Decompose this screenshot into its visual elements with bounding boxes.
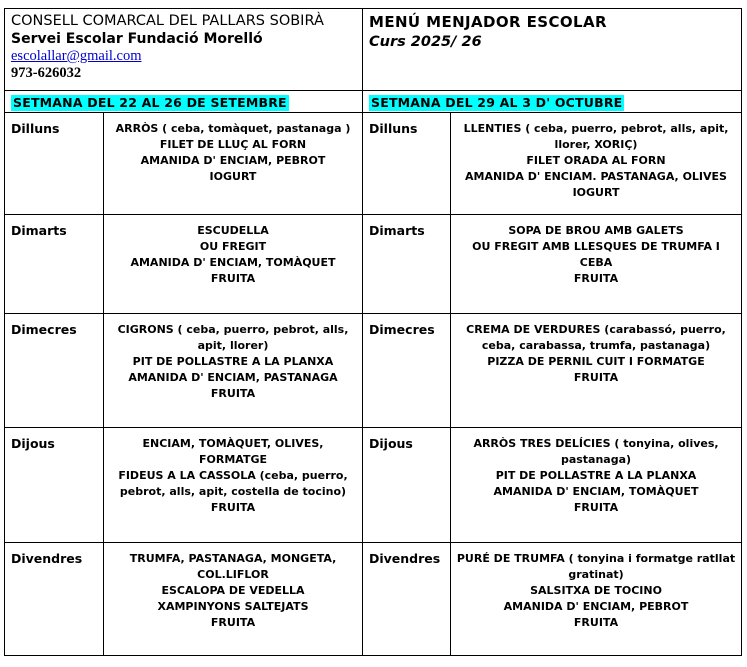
- dish-cell: [104, 215, 363, 314]
- menu-table: [4, 8, 742, 656]
- dish: FRUITA: [573, 501, 619, 514]
- dish: SOPA DE BROU AMB GALETS: [508, 224, 684, 237]
- week-2-header: [363, 91, 742, 113]
- dish: PIT DE POLLASTRE A LA PLANXA: [132, 355, 334, 368]
- dish: FRUITA: [573, 371, 619, 384]
- day-label: Dimecres: [11, 322, 77, 337]
- dish-cell: [104, 113, 363, 215]
- day-cell: [5, 428, 104, 543]
- day-label: Divendres: [369, 551, 441, 566]
- dish: IOGURT: [209, 170, 257, 183]
- day-label: Dilluns: [369, 121, 418, 136]
- dish: FIDEUS A LA CASSOLA (ceba, puerro, pebrot, alls, apit, costella de tocino): [118, 469, 348, 498]
- week-1-header: [5, 91, 363, 113]
- dish: AMANIDA D' ENCIAM, PASTANAGA: [128, 371, 338, 384]
- dish: FILET ORADA AL FORN: [526, 154, 666, 167]
- service-name: Servei Escolar Fundació Morelló: [11, 31, 263, 47]
- dish: ESCALOPA DE VEDELLA: [161, 584, 305, 597]
- header-row: [5, 9, 742, 91]
- dish: ENCIAM, TOMÀQUET, OLIVES, FORMATGE: [142, 437, 324, 466]
- day-cell: [363, 543, 451, 656]
- dish: FRUITA: [210, 387, 256, 400]
- day-label: Dimarts: [11, 223, 67, 238]
- dish: ARRÒS TRES DELÍCIES ( tonyina, olives, pastanaga): [473, 437, 719, 466]
- dish: LLENTIES ( ceba, puerro, pebrot, alls, apit, llorer, XORIÇ): [463, 122, 729, 151]
- dish: FILET DE LLUÇ AL FORN: [159, 138, 307, 151]
- day-cell: [5, 314, 104, 428]
- dish: ESCUDELLA: [197, 224, 269, 237]
- dish: FRUITA: [210, 272, 256, 285]
- day-cell: [5, 113, 104, 215]
- dish: TRUMFA, PASTANAGA, MONGETA, COL.LIFLOR: [129, 552, 337, 581]
- dish-cell: [451, 215, 742, 314]
- day-cell: [363, 428, 451, 543]
- dish: PURÉ DE TRUMFA ( tonyina i formatge ratllat gratinat): [456, 552, 736, 581]
- header-right: [363, 9, 742, 91]
- dish: AMANIDA D' ENCIAM, TOMÀQUET: [130, 256, 336, 269]
- dish: AMANIDA D' ENCIAM, PEBROT: [503, 600, 689, 613]
- dish-cell: [104, 314, 363, 428]
- dish: CIGRONS ( ceba, puerro, pebrot, alls, apit, llorer): [117, 323, 349, 352]
- day-row-dimarts: [5, 215, 742, 314]
- dish-cell: [451, 543, 742, 656]
- dish: CREMA DE VERDURES (carabassó, puerro, ceba, carabassa, trumfa, pastanaga): [466, 323, 726, 352]
- dish: SALSITXA DE TOCINO: [530, 584, 662, 597]
- day-label: Dimarts: [369, 223, 425, 238]
- dish: FRUITA: [573, 616, 619, 629]
- email-link[interactable]: escolallar@gmail.com: [11, 48, 142, 64]
- course-year: Curs 2025/ 26: [369, 34, 482, 50]
- dish: AMANIDA D' ENCIAM, TOMÀQUET: [493, 485, 699, 498]
- dish-cell: [451, 113, 742, 215]
- dish: AMANIDA D' ENCIAM, PEBROT: [140, 154, 326, 167]
- institution-name: CONSELL COMARCAL DEL PALLARS SOBIRÀ: [11, 13, 324, 29]
- week-2-label: SETMANA DEL 29 AL 3 D' OCTUBRE: [371, 95, 623, 110]
- day-label: Dijous: [11, 436, 55, 451]
- dish: FRUITA: [210, 501, 256, 514]
- day-row-dilluns: [5, 113, 742, 215]
- day-cell: [363, 113, 451, 215]
- day-row-divendres: [5, 543, 742, 656]
- dish-cell: [451, 428, 742, 543]
- day-label: Dilluns: [11, 121, 60, 136]
- dish-cell: [451, 314, 742, 428]
- dish-cell: [104, 543, 363, 656]
- dish: IOGURT: [572, 186, 620, 199]
- dish-cell: [104, 428, 363, 543]
- day-cell: [5, 215, 104, 314]
- menu-title: MENÚ MENJADOR ESCOLAR: [369, 13, 607, 31]
- day-row-dijous: [5, 428, 742, 543]
- day-label: Dijous: [369, 436, 413, 451]
- dish: ARRÒS ( ceba, tomàquet, pastanaga ): [115, 122, 351, 135]
- day-label: Dimecres: [369, 322, 435, 337]
- dish: OU FREGIT AMB LLESQUES DE TRUMFA I CEBA: [472, 240, 720, 269]
- day-cell: [363, 314, 451, 428]
- dish: AMANIDA D' ENCIAM. PASTANAGA, OLIVES: [465, 170, 727, 183]
- dish: PIZZA DE PERNIL CUIT I FORMATGE: [487, 355, 705, 368]
- header-left: [5, 9, 363, 91]
- week-header-row: [5, 91, 742, 113]
- week-1-label: SETMANA DEL 22 AL 26 DE SETEMBRE: [13, 95, 287, 110]
- day-row-dimecres: [5, 314, 742, 428]
- dish: FRUITA: [573, 272, 619, 285]
- day-label: Divendres: [11, 551, 83, 566]
- day-cell: [5, 543, 104, 656]
- dish: OU FREGIT: [199, 240, 267, 253]
- dish: XAMPINYONS SALTEJATS: [157, 600, 309, 613]
- day-cell: [363, 215, 451, 314]
- phone-number: 973-626032: [11, 65, 82, 81]
- dish: FRUITA: [210, 616, 256, 629]
- dish: PIT DE POLLASTRE A LA PLANXA: [495, 469, 697, 482]
